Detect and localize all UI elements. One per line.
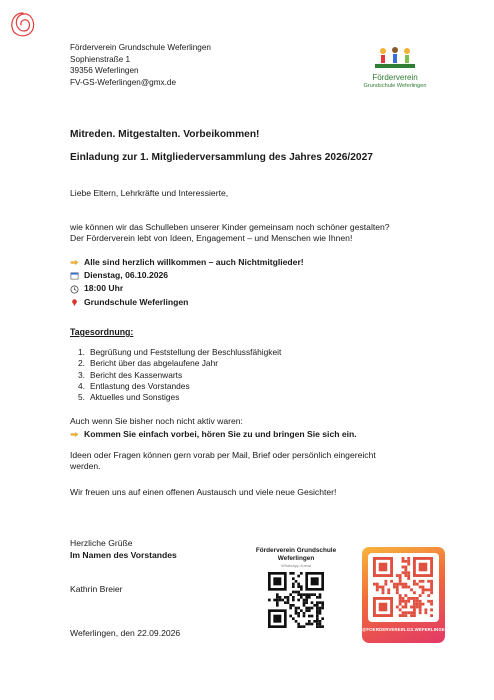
sender-name: Förderverein Grundschule Weferlingen [70,43,211,52]
doodle-mark [8,10,38,40]
place-date: Weferlingen, den 22.09.2026 [70,628,181,638]
logo-name: Förderverein [372,72,418,82]
sender-city: 39356 Weferlingen [70,66,139,76]
signer-name: Kathrin Breier [70,584,123,594]
intro-line: wie können wir das Schulleben unserer Kinder gemeinsam noch schöner gestalten? [70,222,390,232]
instagram-qr-code[interactable] [373,557,433,617]
qr-caption: WhatsApp-Kanal [280,563,311,569]
event-date: Dienstag, 06.10.2026 [84,270,169,281]
regards: Herzliche Grüße [70,538,133,548]
children-logo-icon [375,46,415,68]
sender-street: Sophienstraße 1 [70,54,131,64]
call-to-action-row [70,428,357,441]
qr-title-line: Förderverein Grundschule [255,547,337,554]
agenda-item: 4. Entlastung des Vorstandes [78,380,190,391]
agenda-list [78,347,281,403]
qr-title-line: Weferlingen [277,554,315,562]
clock-icon [70,285,79,294]
instagram-qr-block [362,547,449,643]
inactive-note: Auch wenn Sie bisher noch nicht aktiv waren: [70,416,243,426]
intro-line: Der Förderverein lebt von Ideen, Engagement – und Menschen wie Ihnen! [70,233,353,244]
questions-paragraph: Ideen oder Fragen können gern vorab per Mail, Brief oder persönlich eingereicht werden. [70,450,376,472]
agenda-item: 5. Aktuelles und Sonstiges [78,392,180,403]
whatsapp-qr-code[interactable] [268,572,324,628]
agenda-title: Tagesordnung: [70,327,134,337]
whatsapp-qr-block [244,547,348,631]
on-behalf: Im Namen des Vorstandes [70,550,177,560]
welcome-row [70,256,304,269]
invitation-title: Einladung zur 1. Mitgliederversammlung des Jahres 2026/2027 [70,152,373,163]
event-place: Grundschule Weferlingen [84,296,189,307]
call-to-action: Kommen Sie einfach vorbei, hören Sie zu und bringen Sie sich ein. [84,429,357,439]
instagram-handle: @FOERDERVEREIN.GS.WEFERLINGEN [362,627,449,632]
calendar-icon [70,271,79,280]
agenda-item: 3. Bericht des Kassenwarts [78,369,183,380]
closing-note: Wir freuen uns auf einen offenen Austausch und viele neue Gesichter! [70,487,337,497]
date-row [70,269,304,282]
agenda-item: 2. Bericht über das abgelaufene Jahr [78,358,219,369]
sender-address [70,42,211,88]
page-heading: Mitreden. Mitgestalten. Vorbeikommen! [70,129,260,140]
sender-email: FV-GS-Weferlingen@gmx.de [70,77,176,87]
welcome-text: Alle sind herzlich willkommen – auch Nichtmitglieder! [84,257,304,267]
agenda-item: 1. Begrüßung und Feststellung der Beschlussfähigkeit [78,347,282,357]
location-pin-icon [70,298,79,307]
pointing-hand-icon [70,430,79,439]
intro-paragraph [70,222,390,245]
pointing-hand-icon [70,258,79,267]
time-row [70,282,304,295]
association-logo [360,46,430,90]
event-highlights [70,256,304,309]
event-time: 18:00 Uhr [84,283,124,294]
greeting: Liebe Eltern, Lehrkräfte und Interessierte, [70,188,229,198]
place-row [70,296,304,309]
logo-subtitle: Grundschule Weferlingen [363,82,427,89]
